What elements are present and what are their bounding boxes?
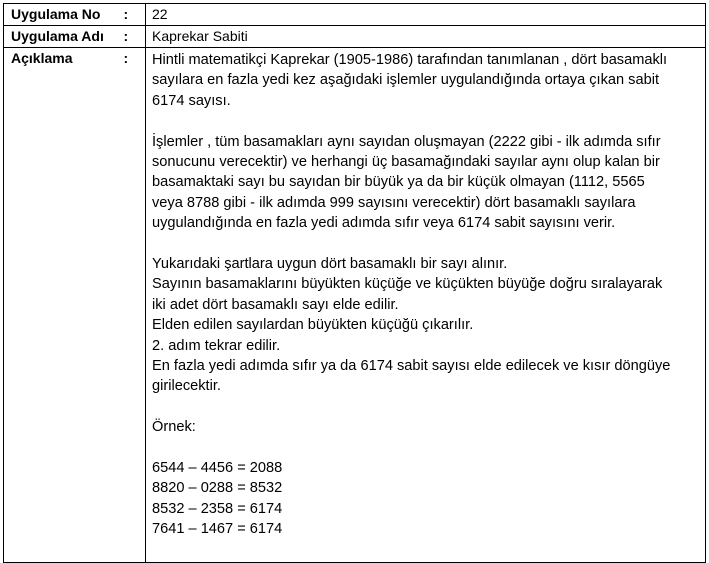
example-line: 8532 – 2358 = 6174	[152, 500, 283, 517]
desc-line: Hintli matematikçi Kaprekar (1905-1986) tarafından tanımlanan , dört basamaklı	[152, 52, 668, 68]
row-description	[4, 48, 706, 563]
desc-line: 2. adım tekrar edilir.	[152, 337, 281, 354]
label-application-number: Uygulama No	[4, 4, 110, 26]
desc-line: 6174 sayısı.	[152, 92, 231, 109]
label-description: Açıklama	[4, 48, 110, 563]
desc-line: sayılara en fazla yedi kez aşağıdaki işlemler uygulandığında ortaya çıkan sabit	[152, 72, 660, 89]
desc-line: İşlemler , tüm basamakları aynı sayıdan oluşmayan (2222 gibi - ilk adımda sıfır	[152, 133, 661, 150]
desc-line: En fazla yedi adımda sıfır ya da 6174 sabit sayısı elde edilecek ve kısır döngüye	[152, 358, 671, 375]
desc-line: Elden edilen sayılardan büyükten küçüğü çıkarılır.	[152, 317, 474, 334]
paragraph-gap	[152, 111, 699, 131]
row-application-number	[4, 4, 706, 26]
colon-description: :	[110, 48, 146, 563]
row-application-name	[4, 26, 706, 48]
application-table	[3, 3, 706, 563]
example-line: 7641 – 1467 = 6174	[152, 521, 283, 538]
example-line: 6544 – 4456 = 2088	[152, 460, 283, 477]
desc-line: girilecektir.	[152, 378, 221, 395]
example-line: 8820 – 0288 = 8532	[152, 480, 283, 497]
desc-line: uygulandığında en fazla yedi adımda sıfır veya 6174 sabit sayısını verir.	[152, 215, 616, 232]
paragraph-gap	[152, 397, 699, 417]
label-application-name: Uygulama Adı	[4, 26, 110, 48]
desc-line: veya 8788 gibi - ilk adımda 999 sayısını verecektir) dört basamaklı sayılara	[152, 194, 636, 211]
desc-line: basamaktaki sayı bu sayıdan bir büyük ya da bir küçük olmayan (1112, 5565	[152, 174, 645, 191]
paragraph-gap	[152, 234, 699, 254]
desc-line: iki adet dört basamaklı sayı elde edilir.	[152, 296, 399, 313]
value-application-name: Kaprekar Sabiti	[146, 26, 706, 48]
colon-application-name: :	[110, 26, 146, 48]
desc-line: Yukarıdaki şartlara uygun dört basamaklı bir sayı alınır.	[152, 256, 508, 273]
desc-line: sonucunu verecektir) ve herhangi üç basamağındaki sayılar aynı olup kalan bir	[152, 154, 660, 171]
colon-application-number: :	[110, 4, 146, 26]
example-label: Örnek:	[152, 419, 196, 436]
description-text	[146, 48, 706, 563]
desc-line: Sayının basamaklarını büyükten küçüğe ve küçükten büyüğe doğru sıralayarak	[152, 276, 663, 293]
paragraph-gap	[152, 438, 699, 458]
value-application-number: 22	[146, 4, 706, 26]
